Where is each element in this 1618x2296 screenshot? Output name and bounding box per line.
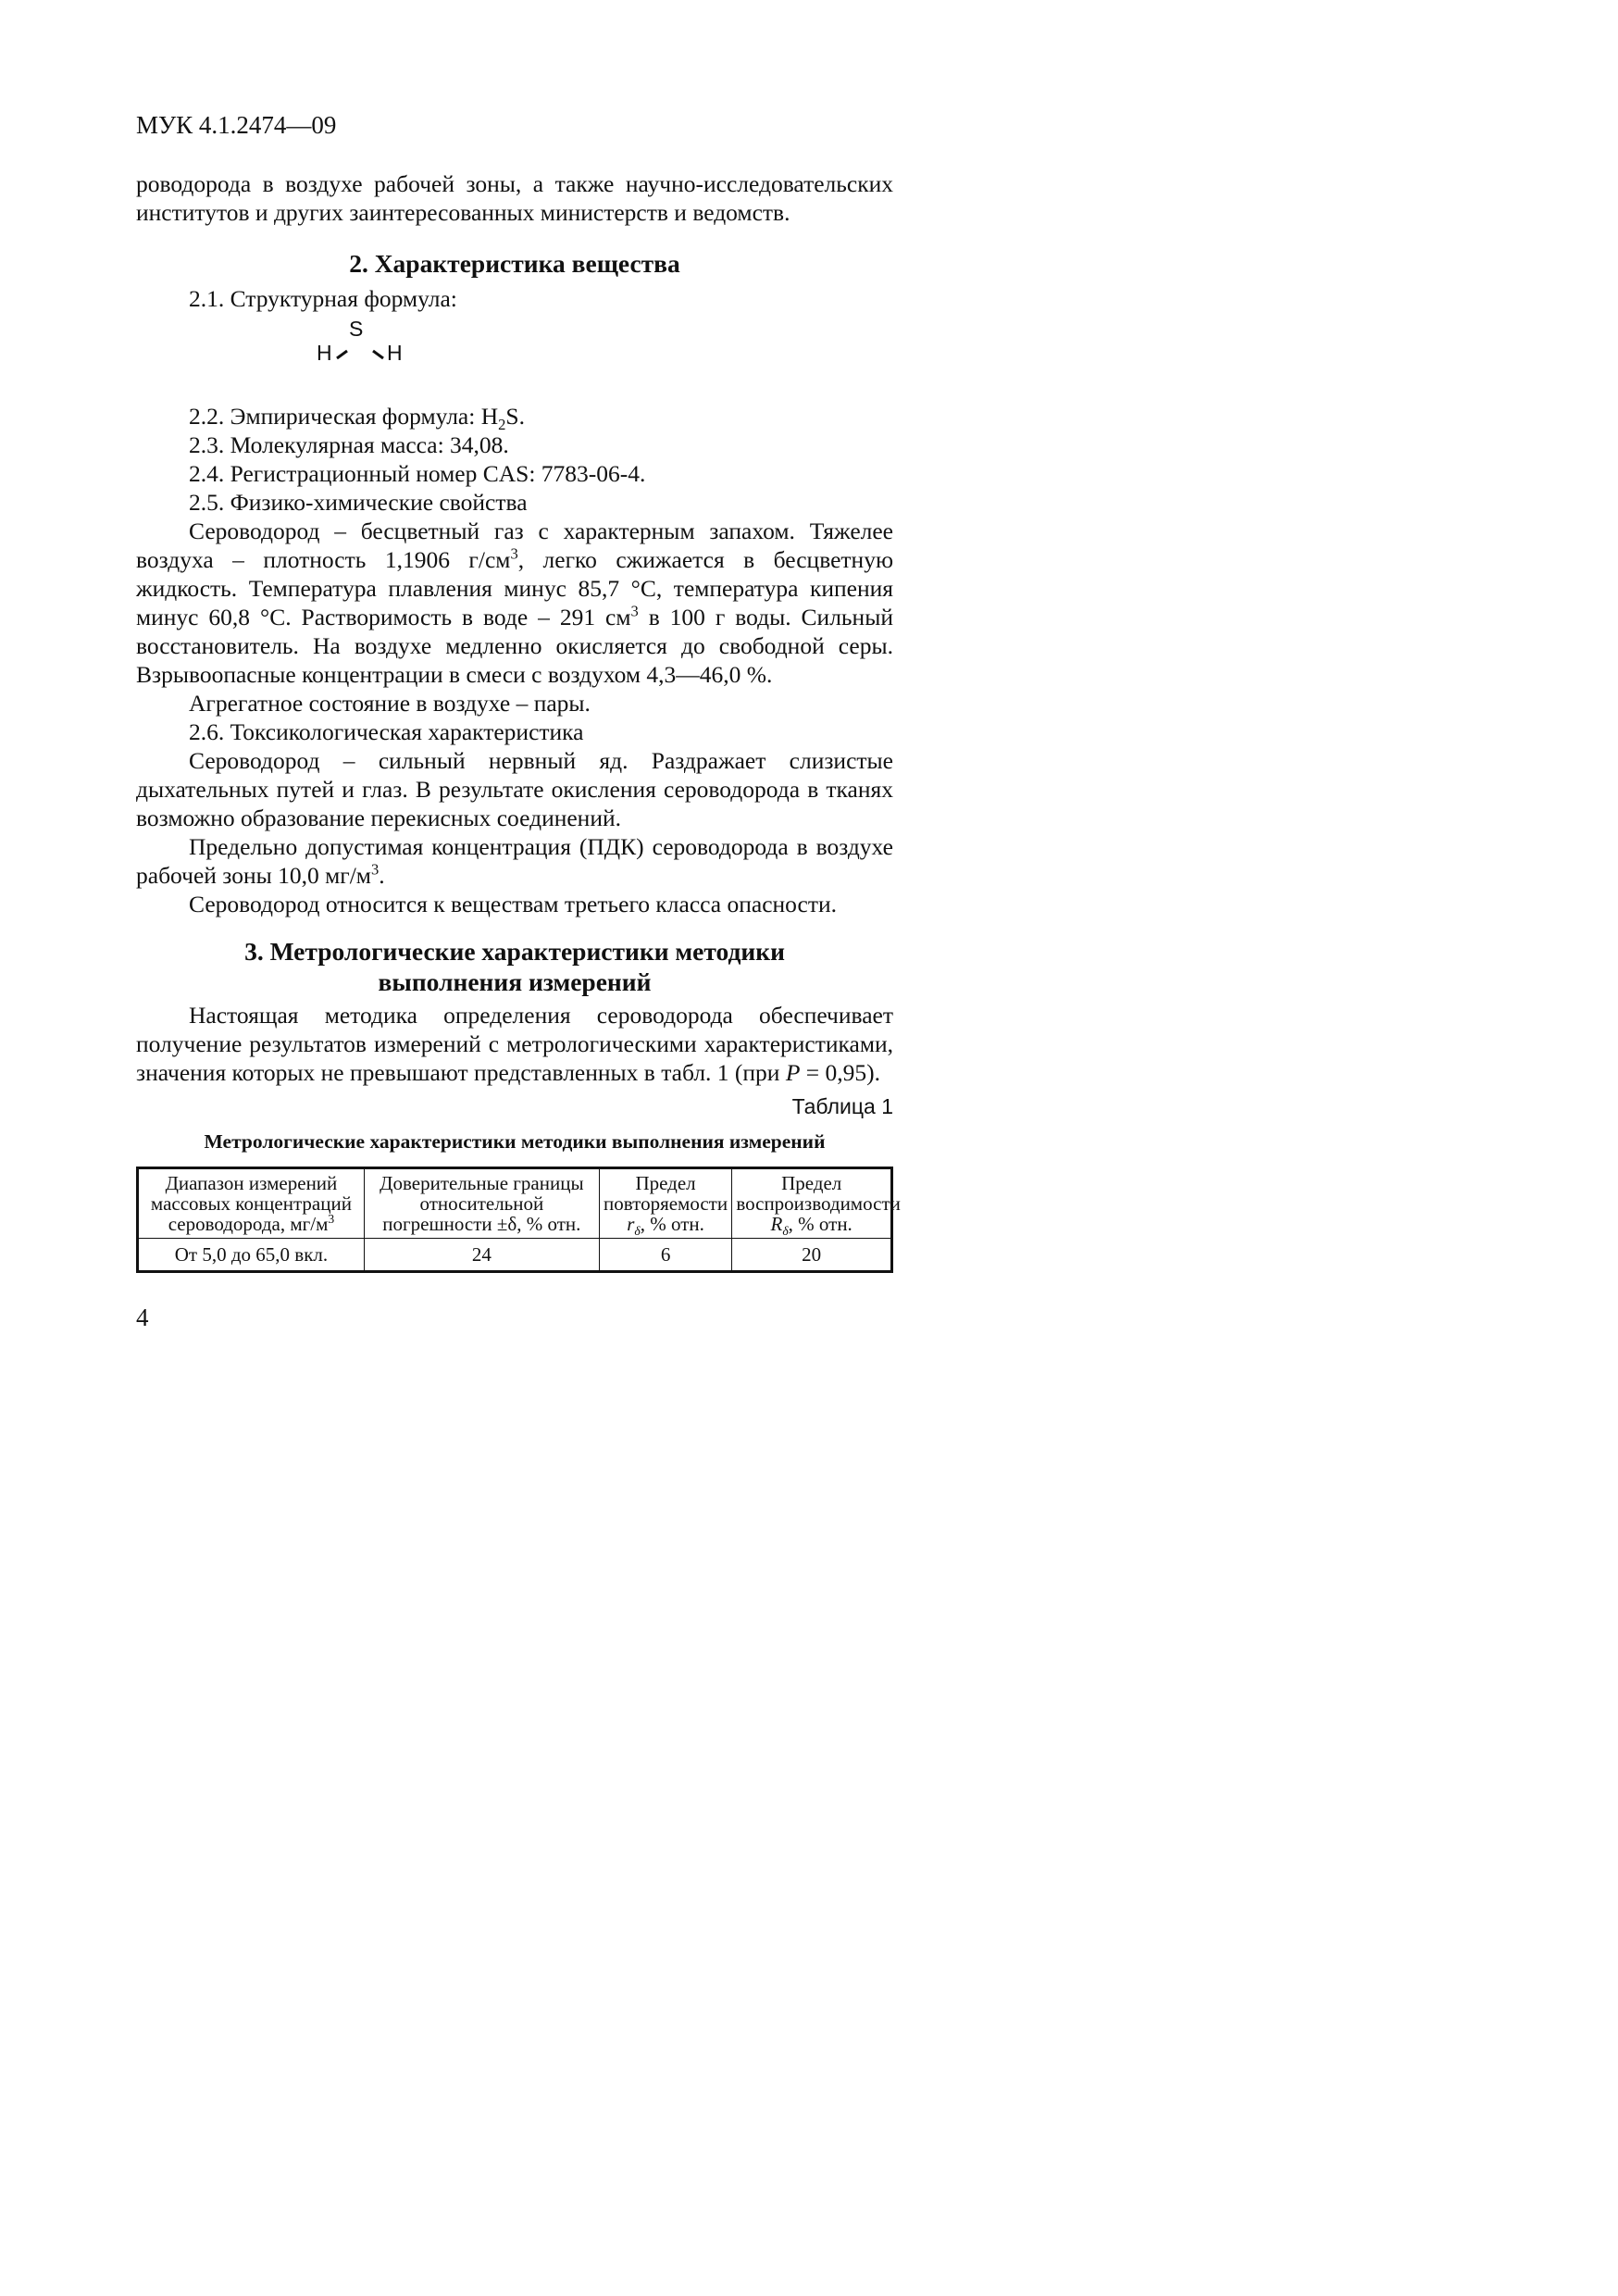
formula-atom-hydrogen: H bbox=[317, 341, 332, 365]
doc-code: МУК 4.1.2474—09 bbox=[136, 111, 337, 139]
header-repeatability: Предел повторяемости $r_\delta$, % отн. bbox=[599, 1168, 732, 1239]
cell-reproducibility: 20 bbox=[732, 1239, 892, 1272]
cell-confidence: 24 bbox=[364, 1239, 599, 1272]
section-2-title: 2. Характеристика вещества bbox=[349, 249, 680, 278]
metrology-table bbox=[136, 1167, 901, 1273]
page-number: 4 bbox=[136, 1304, 149, 1331]
hazard-class: Сероводород относится к веществам третьего класса опасности. bbox=[189, 891, 838, 917]
formula-atom-hydrogen: H bbox=[387, 341, 403, 365]
toxicology-paragraph: Сероводород – сильный нервный яд. Раздражает слизистые дыхательных путей и глаз. В результате окисления сероводорода в тканях возможно образование перекисных соединений. bbox=[136, 747, 893, 831]
structural-formula bbox=[317, 313, 893, 402]
document-page bbox=[0, 0, 1018, 1441]
empirical-formula: 2.2. Эмпирическая формула: $H_2S$. bbox=[189, 403, 525, 434]
header-range: Диапазон измерений массовых концентраций сероводорода, $мг/м^3$ bbox=[138, 1168, 365, 1239]
intro-line: институтов и других заинтересованных министерств и ведомств. bbox=[136, 199, 790, 226]
aggregate-state: Агрегатное состояние в воздухе – пары. bbox=[189, 690, 591, 717]
structural-formula-label: 2.1. Структурная формула: bbox=[189, 285, 457, 312]
cell-range: От 5,0 до 65,0 вкл. bbox=[138, 1239, 365, 1272]
header-reproducibility: Предел воспроизводимости $R_\delta$, % отн. bbox=[732, 1168, 892, 1239]
properties-paragraph: Сероводород – бесцветный газ с характерным запахом. Тяжелее воздуха – плотность 1,1906 $г/см^3$, легко сжижается в бесцветную жидкость. Температура плавления минус 85,7 °С, температура кипения минус 60,8 °С. Растворимость в воде – 291 $см^3$ в 100 г воды. Сильный восстановитель. На воздухе медленно окисляется до свободной серы. Взрывоопасные концентрации в смеси с воздухом 4,3—46,0 %. bbox=[136, 518, 893, 688]
intro-line: роводорода в воздухе рабочей зоны, а также научно-исследовательских bbox=[136, 170, 893, 197]
properties-label: 2.5. Физико-химические свойства bbox=[189, 489, 528, 516]
table-label: Таблица 1 bbox=[791, 1094, 893, 1118]
header-confidence: Доверительные границы относительной погрешности ±δ, % отн. bbox=[364, 1168, 599, 1239]
cell-repeatability: 6 bbox=[599, 1239, 732, 1272]
formula-atom-sulfur: S bbox=[349, 317, 364, 341]
molar-mass: 2.3. Молекулярная масса: 34,08. bbox=[189, 431, 509, 458]
table-row bbox=[138, 1239, 892, 1272]
table-header-row bbox=[138, 1168, 892, 1239]
cas-number: 2.4. Регистрационный номер CAS: 7783-06-4. bbox=[189, 460, 646, 487]
main-text bbox=[136, 169, 901, 1273]
section-3-title: 3. Метрологические характеристики методики выполнения измерений bbox=[244, 937, 785, 996]
pdk-paragraph: Предельно допустимая концентрация (ПДК) сероводорода в воздухе рабочей зоны 10,0 $мг/м^3$. bbox=[136, 833, 893, 889]
toxicology-label: 2.6. Токсикологическая характеристика bbox=[189, 718, 584, 745]
table-caption: Метрологические характеристики методики выполнения измерений bbox=[204, 1130, 826, 1153]
section-3-paragraph: Настоящая методика определения сероводорода обеспечивает получение результатов измерений с метрологическими характеристиками, значения которых не превышают представленных в табл. 1 (при P = 0,95). bbox=[136, 1002, 893, 1086]
